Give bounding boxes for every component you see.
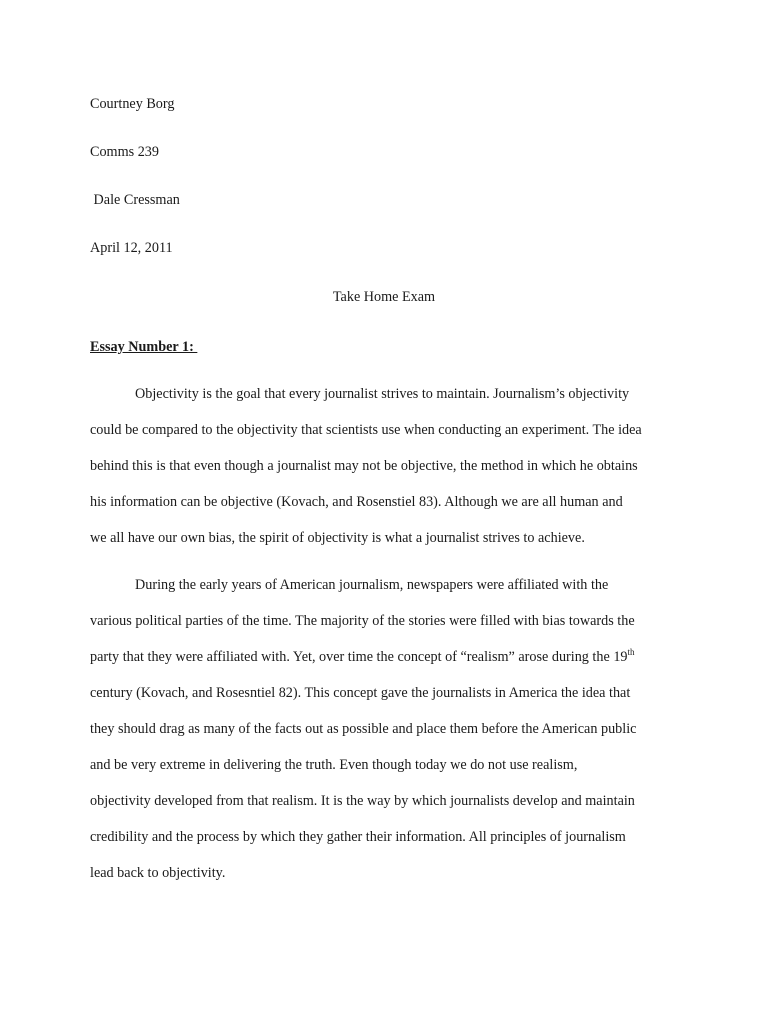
paragraph-line: lead back to objectivity. — [90, 865, 226, 881]
instructor-name: Dale Cressman — [90, 192, 180, 208]
paragraph-line: his information can be objective (Kovach, and Rosenstiel 83). Although we are all human and — [90, 494, 623, 510]
paragraph-line: century (Kovach, and Rosesntiel 82). This concept gave the journalists in America the idea that — [90, 685, 631, 701]
paragraph-line: we all have our own bias, the spirit of objectivity is what a journalist strives to achieve. — [90, 530, 585, 546]
paragraph-line-text: party that they were affiliated with. Yet, over time the concept of “realism” arose during the 19 — [90, 649, 628, 665]
paragraph-line: objectivity developed from that realism. It is the way by which journalists develop and maintain — [90, 793, 635, 809]
section-heading: Essay Number 1: — [90, 339, 198, 355]
paragraph-line: various political parties of the time. The majority of the stories were filled with bias towards the — [90, 613, 635, 629]
superscript-ordinal: th — [627, 647, 635, 657]
paragraph-line: they should drag as many of the facts out as possible and place them before the American public — [90, 721, 637, 737]
paragraph-line: could be compared to the objectivity that scientists use when conducting an experiment. The idea — [90, 422, 642, 438]
paragraph-line: behind this is that even though a journalist may not be objective, the method in which he obtains — [90, 458, 638, 474]
course-name: Comms 239 — [90, 144, 159, 160]
author-name: Courtney Borg — [90, 96, 175, 112]
paragraph-line: During the early years of American journalism, newspapers were affiliated with the — [135, 577, 609, 593]
paragraph-line: Objectivity is the goal that every journalist strives to maintain. Journalism’s objectivity — [135, 386, 630, 402]
document-date: April 12, 2011 — [90, 240, 173, 256]
paragraph-line — [90, 648, 635, 666]
document-title: Take Home Exam — [332, 289, 436, 305]
paragraph-line: and be very extreme in delivering the truth. Even though today we do not use realism, — [90, 757, 578, 773]
paragraph-line: credibility and the process by which they gather their information. All principles of journalism — [90, 829, 626, 845]
